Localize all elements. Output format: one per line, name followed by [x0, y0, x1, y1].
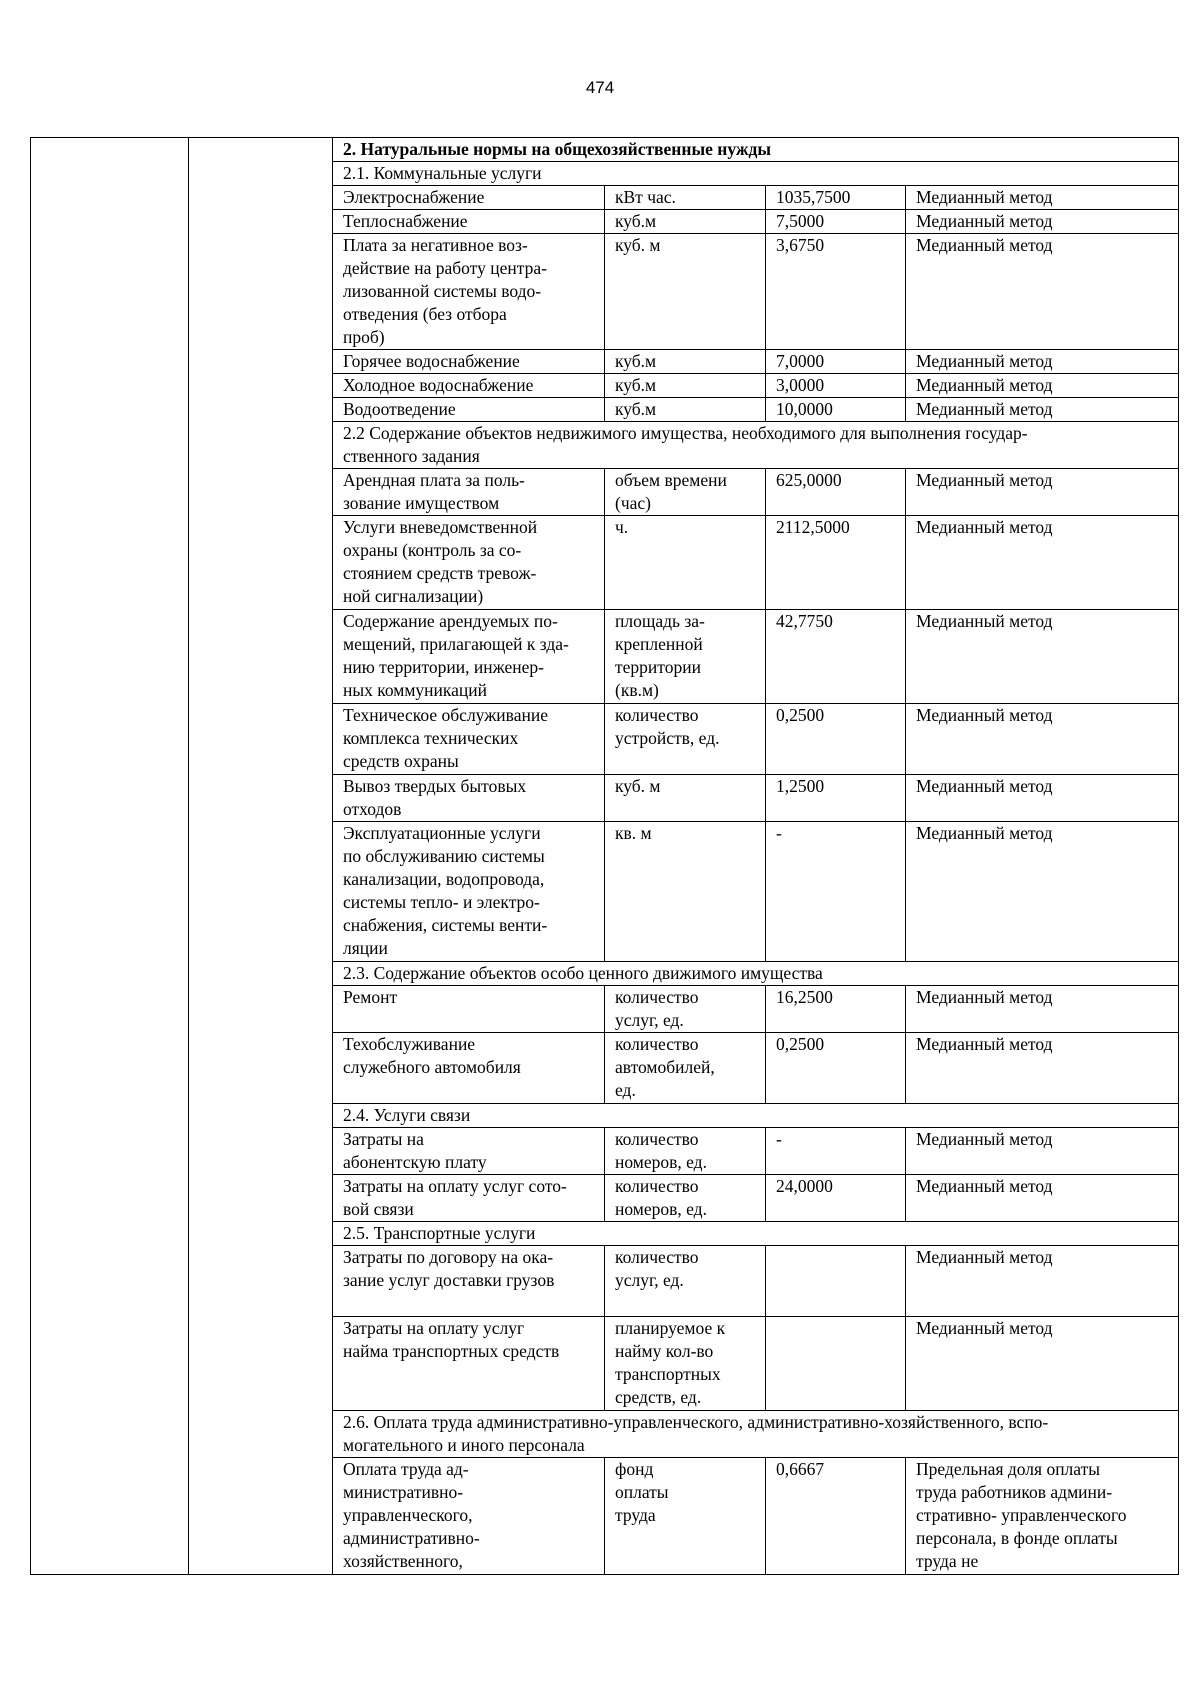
table-heading: 2. Натуральные нормы на общехозяйственные нужды — [333, 138, 1179, 162]
item-method: Медианный метод — [906, 210, 1179, 234]
item-unit: площадь за- крепленной территории (кв.м) — [605, 610, 766, 704]
item-method: Медианный метод — [906, 1175, 1179, 1222]
item-name: Техническое обслуживание комплекса технических средств охраны — [333, 704, 605, 775]
left-empty-column-1 — [31, 138, 189, 1575]
item-name: Вывоз твердых бытовых отходов — [333, 775, 605, 822]
item-value: 3,6750 — [766, 234, 906, 350]
section-title: 2.3. Содержание объектов особо ценного движимого имущества — [333, 962, 1179, 986]
item-method: Медианный метод — [906, 186, 1179, 210]
section-title: 2.6. Оплата труда административно-управленческого, административно-хозяйственного, вспо- могательного и иного персонала — [333, 1411, 1179, 1458]
item-unit: количество услуг, ед. — [605, 986, 766, 1033]
item-value: - — [766, 1128, 906, 1175]
norms-table — [30, 137, 1179, 1575]
item-name: Теплоснабжение — [333, 210, 605, 234]
item-method: Предельная доля оплаты труда работников админи- стративно- управленческого персонала, в фонде оплаты труда не — [906, 1458, 1179, 1575]
item-method: Медианный метод — [906, 704, 1179, 775]
section-title: 2.4. Услуги связи — [333, 1104, 1179, 1128]
item-name: Горячее водоснабжение — [333, 350, 605, 374]
item-value: 0,6667 — [766, 1458, 906, 1575]
item-name: Ремонт — [333, 986, 605, 1033]
item-value: 2112,5000 — [766, 516, 906, 610]
item-method: Медианный метод — [906, 469, 1179, 516]
item-method: Медианный метод — [906, 775, 1179, 822]
item-method: Медианный метод — [906, 398, 1179, 422]
item-unit: количество номеров, ед. — [605, 1128, 766, 1175]
item-method: Медианный метод — [906, 350, 1179, 374]
section-title: 2.2 Содержание объектов недвижимого имущества, необходимого для выполнения государ- ственного задания — [333, 422, 1179, 469]
item-value — [766, 1317, 906, 1411]
item-unit: кв. м — [605, 822, 766, 962]
section-title: 2.1. Коммунальные услуги — [333, 162, 1179, 186]
item-value: 10,0000 — [766, 398, 906, 422]
item-name: Плата за негативное воз- действие на работу центра- лизованной системы водо- отведения (без отбора проб) — [333, 234, 605, 350]
item-name: Затраты на абонентскую плату — [333, 1128, 605, 1175]
item-name: Затраты по договору на ока- зание услуг доставки грузов — [333, 1246, 605, 1317]
item-name: Электроснабжение — [333, 186, 605, 210]
item-unit: ч. — [605, 516, 766, 610]
item-unit: куб. м — [605, 234, 766, 350]
item-unit: куб.м — [605, 398, 766, 422]
item-value: 1035,7500 — [766, 186, 906, 210]
item-method: Медианный метод — [906, 234, 1179, 350]
item-method: Медианный метод — [906, 1246, 1179, 1317]
heading-row — [31, 138, 1179, 162]
item-value: 7,0000 — [766, 350, 906, 374]
item-name: Водоотведение — [333, 398, 605, 422]
item-value: 42,7750 — [766, 610, 906, 704]
item-unit: фонд оплаты труда — [605, 1458, 766, 1575]
item-name: Арендная плата за поль- зование имуществом — [333, 469, 605, 516]
item-method: Медианный метод — [906, 1033, 1179, 1104]
item-method: Медианный метод — [906, 986, 1179, 1033]
item-name: Техобслуживание служебного автомобиля — [333, 1033, 605, 1104]
item-unit: количество услуг, ед. — [605, 1246, 766, 1317]
section-title: 2.5. Транспортные услуги — [333, 1222, 1179, 1246]
item-value: 0,2500 — [766, 704, 906, 775]
item-unit: планируемое к найму кол-во транспортных средств, ед. — [605, 1317, 766, 1411]
item-value: 16,2500 — [766, 986, 906, 1033]
item-unit: количество устройств, ед. — [605, 704, 766, 775]
item-value: 0,2500 — [766, 1033, 906, 1104]
item-name: Затраты на оплату услуг сото- вой связи — [333, 1175, 605, 1222]
item-value: - — [766, 822, 906, 962]
page-number: 474 — [585, 78, 615, 97]
item-name: Затраты на оплату услуг найма транспортных средств — [333, 1317, 605, 1411]
item-name: Эксплуатационные услуги по обслуживанию системы канализации, водопровода, системы тепло- и электро- снабжения, системы венти- ляции — [333, 822, 605, 962]
left-empty-column-2 — [189, 138, 333, 1575]
item-unit: кВт час. — [605, 186, 766, 210]
item-value: 625,0000 — [766, 469, 906, 516]
item-name: Услуги вневедомственной охраны (контроль за со- стоянием средств тревож- ной сигнализации) — [333, 516, 605, 610]
item-unit: куб.м — [605, 374, 766, 398]
item-name: Содержание арендуемых по- мещений, прилагающей к зда- нию территории, инженер- ных коммуникаций — [333, 610, 605, 704]
item-unit: количество номеров, ед. — [605, 1175, 766, 1222]
item-name: Холодное водоснабжение — [333, 374, 605, 398]
item-name: Оплата труда ад- министративно- управленческого, административно- хозяйственного, — [333, 1458, 605, 1575]
item-value: 24,0000 — [766, 1175, 906, 1222]
item-unit: куб.м — [605, 350, 766, 374]
item-value — [766, 1246, 906, 1317]
item-unit: куб. м — [605, 775, 766, 822]
item-value: 7,5000 — [766, 210, 906, 234]
item-method: Медианный метод — [906, 822, 1179, 962]
item-method: Медианный метод — [906, 1317, 1179, 1411]
item-unit: объем времени (час) — [605, 469, 766, 516]
item-unit: количество автомобилей, ед. — [605, 1033, 766, 1104]
item-method: Медианный метод — [906, 516, 1179, 610]
item-value: 3,0000 — [766, 374, 906, 398]
item-method: Медианный метод — [906, 610, 1179, 704]
item-unit: куб.м — [605, 210, 766, 234]
item-method: Медианный метод — [906, 1128, 1179, 1175]
item-value: 1,2500 — [766, 775, 906, 822]
item-method: Медианный метод — [906, 374, 1179, 398]
